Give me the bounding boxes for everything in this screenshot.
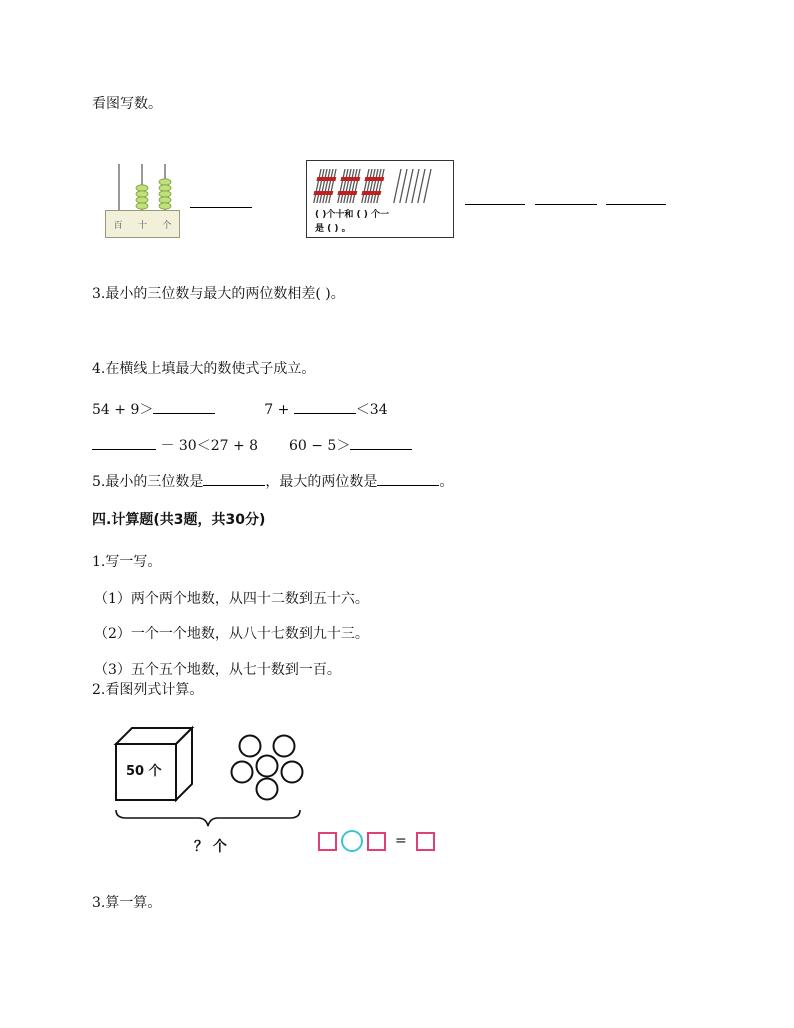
abacus-base xyxy=(105,210,180,238)
stick-bundles xyxy=(307,163,453,207)
q4-blank-3[interactable] xyxy=(92,433,156,450)
section-4-title: 四.计算题(共3题，共30分) xyxy=(92,512,266,528)
q4-expr2-post: ＜34 xyxy=(355,402,388,418)
q5-blank-1[interactable] xyxy=(203,469,265,486)
abacus-label-ones: 个 xyxy=(162,220,172,231)
q5-mid: ，最大的两位数是 xyxy=(265,474,378,490)
question-5 xyxy=(92,469,453,492)
calc-2-title: 2.看图列式计算。 xyxy=(92,682,204,698)
answer-box-1[interactable] xyxy=(318,832,337,851)
calc-1-item-2: （2）一个一个地数，从八十七数到九十三。 xyxy=(94,626,369,642)
q4-expr4: 60 − 5＞ xyxy=(288,438,351,454)
abacus-figure xyxy=(105,162,180,240)
bundles-caption-line1: ( )个十和 ( ) 个一 xyxy=(315,210,389,220)
q4-blank-4[interactable] xyxy=(350,433,412,450)
calc-2-answer-row xyxy=(318,830,435,852)
q4-expr1: 54 + 9＞ xyxy=(92,402,154,418)
abacus-label-hundreds: 百 xyxy=(113,220,123,231)
q4-blank-1[interactable] xyxy=(153,397,215,414)
total-question-label: ？ 个 xyxy=(194,839,227,855)
q5-blank-2[interactable] xyxy=(377,469,439,486)
abacus-label-tens: 十 xyxy=(137,220,147,231)
answer-box-2[interactable] xyxy=(367,832,386,851)
bundles-answer-blank-3[interactable] xyxy=(606,188,666,205)
calc-2-figure xyxy=(112,722,312,862)
bundles-answer-blank-2[interactable] xyxy=(535,188,597,205)
operator-circle[interactable] xyxy=(341,830,363,852)
bundles-caption-line2: 是 ( ) 。 xyxy=(315,224,351,234)
bundles-figure xyxy=(306,160,454,238)
q4-row-1 xyxy=(92,397,388,420)
q4-row-2 xyxy=(92,433,412,456)
q4-expr3-post: － 30＜27 + 8 xyxy=(160,438,259,454)
question-3: 3.最小的三位数与最大的两位数相差( )。 xyxy=(92,286,345,302)
equals-sign: = xyxy=(395,833,407,849)
calc-1-item-1: （1）两个两个地数，从四十二数到五十六。 xyxy=(94,591,369,607)
abacus-answer-blank[interactable] xyxy=(190,191,252,208)
section-title-look-write: 看图写数。 xyxy=(92,96,162,112)
bundles-answer-blank-1[interactable] xyxy=(465,188,525,205)
calc-1-title: 1.写一写。 xyxy=(92,554,162,570)
answer-box-result[interactable] xyxy=(416,832,435,851)
cube-label: 50 个 xyxy=(126,764,162,779)
calc-3-title: 3.算一算。 xyxy=(92,895,162,911)
q5-pre: 5.最小的三位数是 xyxy=(92,474,204,490)
q4-expr2-pre: 7 + xyxy=(264,402,290,418)
q4-blank-2[interactable] xyxy=(294,397,356,414)
question-4: 4.在横线上填最大的数使式子成立。 xyxy=(92,361,316,377)
calc-1-item-3: （3）五个五个地数，从七十数到一百。 xyxy=(94,662,341,678)
q5-post: 。 xyxy=(439,474,454,490)
